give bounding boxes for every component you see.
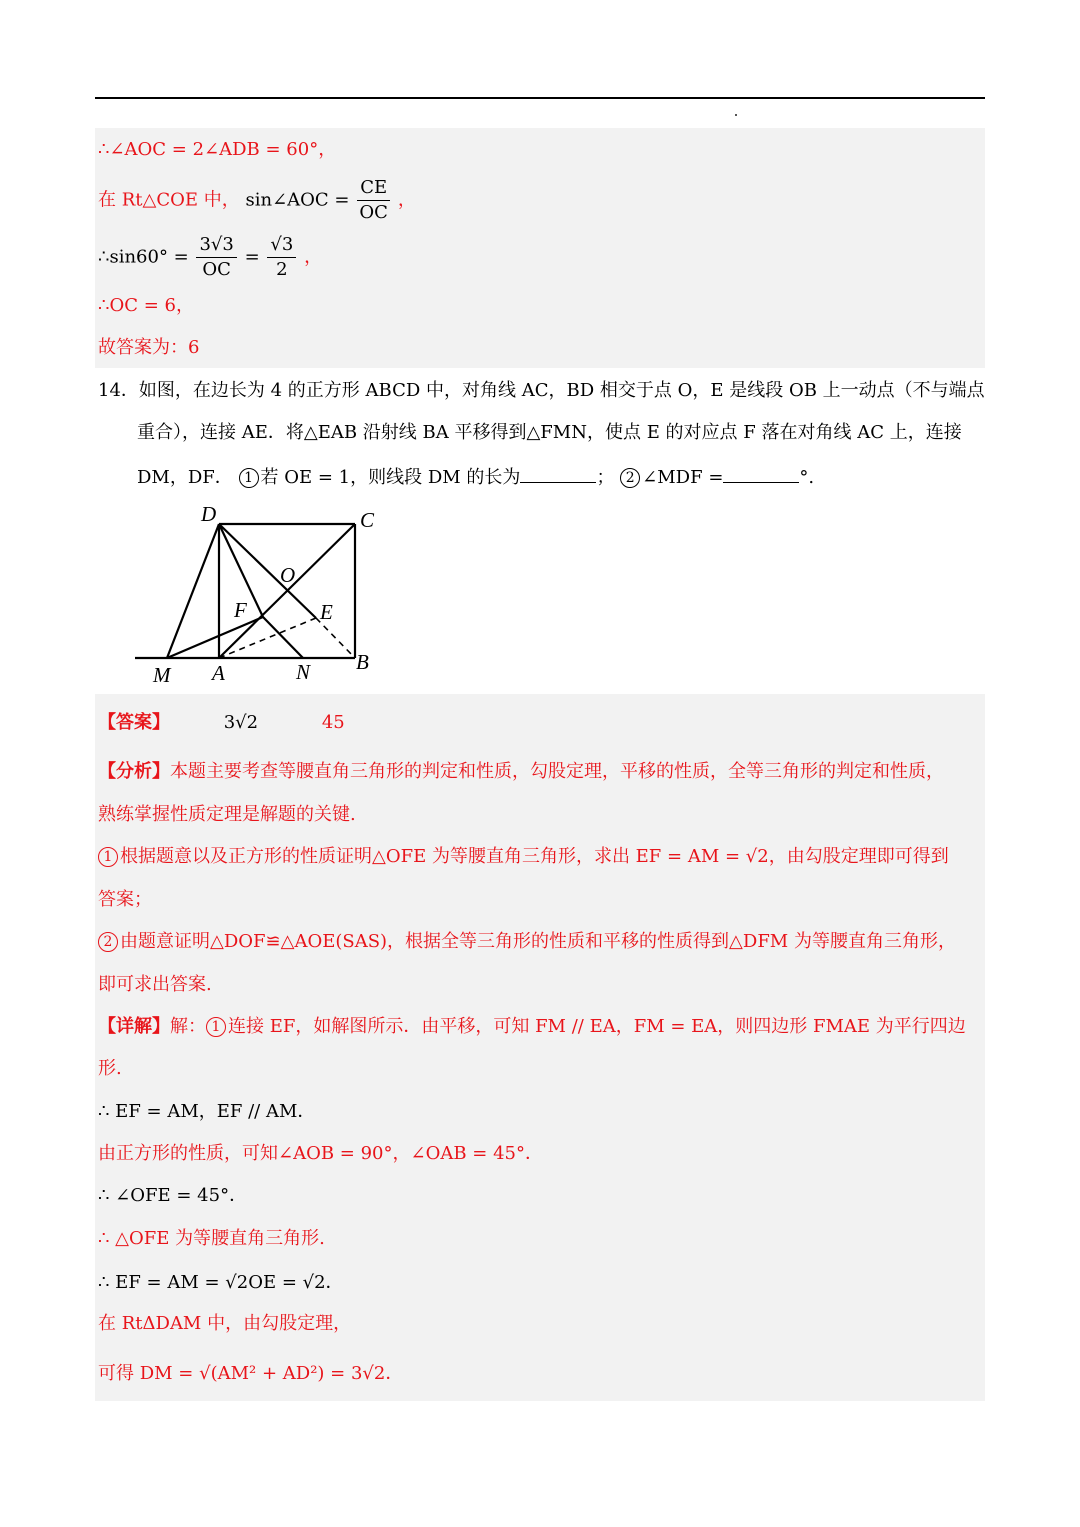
segment-eb-dashed [316,618,355,658]
label-f: F [234,598,247,622]
segment-dm [167,524,219,658]
problem-line: 14．如图，在边长为 4 的正方形 ABCD 中，对角线 AC，BD 相交于点 O，E 是线段 OB 上一动点（不与端点 [98,380,985,401]
circled-number: 1 [98,847,118,867]
answer-value-1: 3√2 [223,712,259,733]
text-line-fraction: ∴sin60° = $\frac{3√3}{OC}$ = $\frac{√3}{2}$ ， [98,234,323,280]
text-line: 故答案为：6 [98,337,200,358]
text-line-fraction: 在 Rt△COE 中， sin∠AOC = $\frac{CE}{OC}$ ， [98,177,416,223]
detail-line: ∴ ∠OFE = 45°． [98,1185,248,1206]
fraction: $\frac{√3}{2}$ [267,233,296,282]
answer-blank [520,464,596,483]
label-o: O [280,563,296,587]
detail-line: 在 RtΔDAM 中，由勾股定理， [98,1313,352,1334]
detail-line: 形. [98,1058,122,1079]
answer-blank [723,464,799,483]
analysis-line: 即可求出答案. [98,974,212,995]
segment-ae-dashed [219,618,316,658]
label-a: A [212,661,225,685]
geometry-figure [133,500,383,690]
header-rule [95,97,985,99]
label-c: C [360,508,375,532]
segment-fn [263,617,303,658]
text-line: ∴OC = 6， [98,295,194,316]
label-m: M [153,663,171,687]
analysis-line: 熟练掌握性质定理是解题的关键. [98,804,356,825]
label-n: N [296,660,311,684]
circled-number: 2 [620,468,640,488]
circled-number: 1 [239,468,259,488]
detail-line: 【详解】解： 1 连接 EF，如解图所示．由平移，可知 FM // EA，FM = EA，则四边形 FMAE 为平行四边 [98,1016,966,1037]
analysis-line: 【分析】本题主要考查等腰直角三角形的判定和性质，勾股定理，平移的性质，全等三角形的判定和性质， [98,761,944,782]
fraction: $\frac{CE}{OC}$ [357,176,390,225]
label-e: E [320,600,333,624]
fraction: $\frac{3√3}{OC}$ [196,233,236,282]
label-b: B [356,650,369,674]
problem-line: 重合），连接 AE．将△EAB 沿射线 BA 平移得到△FMN，使点 E 的对应点 F 落在对角线 AC 上，连接 [137,422,962,443]
answer-line: 【答案】 3√2 45 [98,712,345,733]
analysis-line: 答案； [98,889,152,910]
circled-number: 2 [98,932,118,952]
detail-line: ∴ △OFE 为等腰直角三角形. [98,1228,325,1249]
header-dot [735,114,737,116]
detail-line: 可得 DM = √(AM² + AD²) = 3√2． [98,1363,404,1384]
analysis-line: 2 由题意证明△DOF≌△AOE(SAS)，根据全等三角形的性质和平移的性质得到△DFM 为等腰直角三角形， [98,930,956,954]
analysis-line: 1 根据题意以及正方形的性质证明△OFE 为等腰直角三角形，求出 EF = AM = √2，由勾股定理即可得到 [98,845,949,869]
problem-line: DM，DF． 1 若 OE = 1，则线段 DM 的长为 ； 2 ∠MDF = °. [137,464,814,490]
text-line: ∴∠AOC = 2∠ADB = 60°， [98,139,337,160]
detail-line: ∴ EF = AM，EF // AM． [98,1101,316,1122]
answer-value-2: 45 [321,712,345,733]
detail-line: 由正方形的性质，可知∠AOB = 90°，∠OAB = 45°． [98,1143,543,1164]
detail-line: ∴ EF = AM = √2OE = √2． [98,1272,344,1293]
label-d: D [201,502,217,526]
circled-number: 1 [206,1017,226,1037]
